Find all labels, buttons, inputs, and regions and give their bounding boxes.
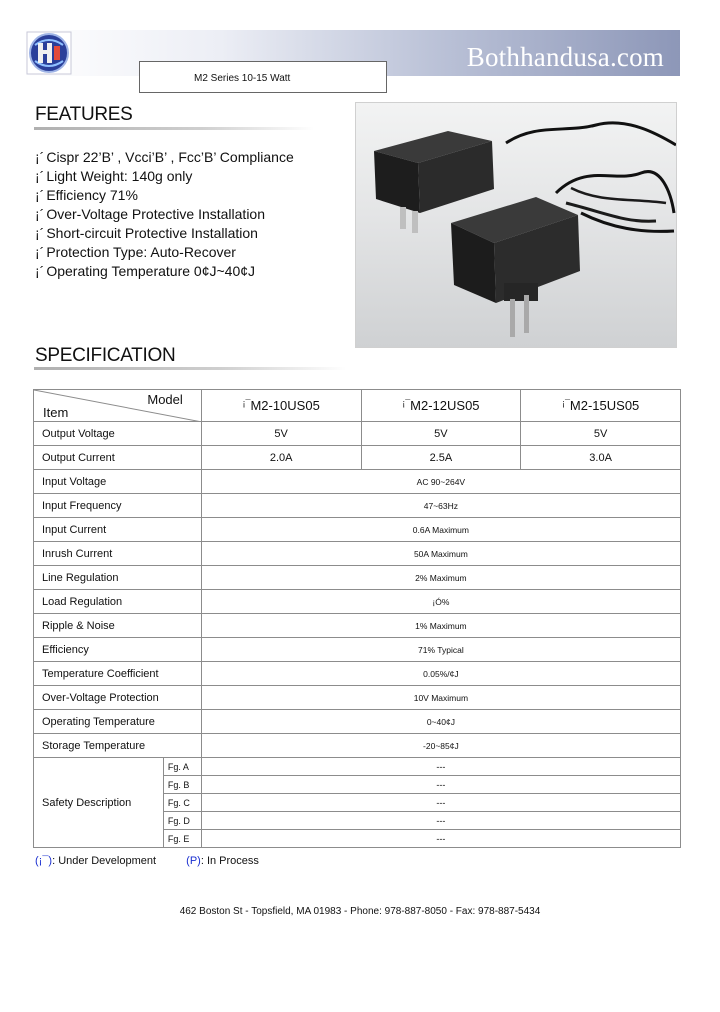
model-item-header bbox=[34, 390, 202, 422]
row-value: 10V Maximum bbox=[201, 686, 680, 710]
row-label: Efficiency bbox=[34, 638, 202, 662]
row-label: Operating Temperature bbox=[34, 710, 202, 734]
row-value: 5V bbox=[361, 422, 521, 446]
under-development-text: : Under Development bbox=[52, 855, 157, 867]
company-logo-icon bbox=[26, 31, 72, 75]
table-row bbox=[34, 710, 681, 734]
model-header: ¡¯M2-15US05 bbox=[521, 390, 681, 422]
table-row bbox=[34, 518, 681, 542]
row-value: 1% Maximum bbox=[201, 614, 680, 638]
row-value: AC 90~264V bbox=[201, 470, 680, 494]
model-header: ¡¯M2-10US05 bbox=[201, 390, 361, 422]
table-row bbox=[34, 590, 681, 614]
table-row bbox=[34, 470, 681, 494]
series-label: M2 Series 10-15 Watt bbox=[139, 61, 387, 93]
row-label: Line Regulation bbox=[34, 566, 202, 590]
figure-label: Fg. A bbox=[163, 758, 201, 776]
product-photo bbox=[355, 102, 677, 348]
figure-label: Fg. E bbox=[163, 830, 201, 848]
feature-item: ¡´ Short-circuit Protective Installation bbox=[35, 225, 258, 241]
row-value: 5V bbox=[521, 422, 681, 446]
site-domain: Bothhandusa.com bbox=[466, 42, 664, 72]
in-process-mark: (P) bbox=[186, 855, 201, 867]
table-row bbox=[34, 542, 681, 566]
figure-label: Fg. B bbox=[163, 776, 201, 794]
specification-title: SPECIFICATION bbox=[35, 345, 176, 366]
row-label: Input Voltage bbox=[34, 470, 202, 494]
row-value: 3.0A bbox=[521, 446, 681, 470]
figure-value: --- bbox=[201, 758, 680, 776]
table-row bbox=[34, 614, 681, 638]
row-value: 71% Typical bbox=[201, 638, 680, 662]
safety-label: Safety Description bbox=[34, 758, 164, 848]
figure-label: Fg. D bbox=[163, 812, 201, 830]
table-row bbox=[34, 686, 681, 710]
features-list bbox=[35, 148, 294, 281]
row-value: -20~85¢J bbox=[201, 734, 680, 758]
model-header: ¡¯M2-12US05 bbox=[361, 390, 521, 422]
row-label: Inrush Current bbox=[34, 542, 202, 566]
in-process-text: : In Process bbox=[200, 855, 259, 867]
specification-table bbox=[33, 389, 681, 848]
figure-label: Fg. C bbox=[163, 794, 201, 812]
row-value: ¡Ó% bbox=[201, 590, 680, 614]
row-value: 2% Maximum bbox=[201, 566, 680, 590]
feature-item: ¡´ Protection Type: Auto-Recover bbox=[35, 244, 236, 260]
legend bbox=[35, 855, 259, 867]
features-rule bbox=[34, 127, 314, 130]
table-row bbox=[34, 734, 681, 758]
row-label: Temperature Coefficient bbox=[34, 662, 202, 686]
table-header-row bbox=[34, 390, 681, 422]
under-development-mark: (¡¯) bbox=[35, 855, 53, 867]
table-row bbox=[34, 638, 681, 662]
item-label: Item bbox=[43, 405, 69, 420]
figure-value: --- bbox=[201, 776, 680, 794]
row-label: Output Voltage bbox=[34, 422, 202, 446]
row-value: 0~40¢J bbox=[201, 710, 680, 734]
feature-item: ¡´ Efficiency 71% bbox=[35, 187, 138, 203]
figure-value: --- bbox=[201, 830, 680, 848]
row-value: 47~63Hz bbox=[201, 494, 680, 518]
feature-item: ¡´ Cispr 22’B’ , Vcci’B’ , Fcc’B’ Compliance bbox=[35, 149, 294, 165]
row-value: 50A Maximum bbox=[201, 542, 680, 566]
feature-item: ¡´ Light Weight: 140g only bbox=[35, 168, 193, 184]
row-label: Over-Voltage Protection bbox=[34, 686, 202, 710]
row-label: Storage Temperature bbox=[34, 734, 202, 758]
row-value: 2.0A bbox=[201, 446, 361, 470]
table-row bbox=[34, 494, 681, 518]
adapter-eu-icon bbox=[451, 197, 580, 337]
feature-item: ¡´ Over-Voltage Protective Installation bbox=[35, 206, 265, 222]
row-label: Output Current bbox=[34, 446, 202, 470]
row-label: Input Frequency bbox=[34, 494, 202, 518]
row-value: 0.05%/¢J bbox=[201, 662, 680, 686]
row-label: Ripple & Noise bbox=[34, 614, 202, 638]
row-value: 5V bbox=[201, 422, 361, 446]
figure-value: --- bbox=[201, 794, 680, 812]
row-label: Load Regulation bbox=[34, 590, 202, 614]
footer-address: 462 Boston St - Topsfield, MA 01983 - Phone: 978-887-8050 - Fax: 978-887-5434 bbox=[179, 906, 541, 917]
table-row bbox=[34, 566, 681, 590]
table-row bbox=[34, 422, 681, 446]
row-value: 2.5A bbox=[361, 446, 521, 470]
safety-row bbox=[34, 758, 681, 776]
model-label: Model bbox=[147, 392, 183, 407]
specification-rule bbox=[34, 367, 346, 370]
table-row bbox=[34, 662, 681, 686]
features-title: FEATURES bbox=[35, 104, 133, 125]
figure-value: --- bbox=[201, 812, 680, 830]
feature-item: ¡´ Operating Temperature 0¢J~40¢J bbox=[35, 263, 256, 279]
row-value: 0.6A Maximum bbox=[201, 518, 680, 542]
table-row bbox=[34, 446, 681, 470]
row-label: Input Current bbox=[34, 518, 202, 542]
